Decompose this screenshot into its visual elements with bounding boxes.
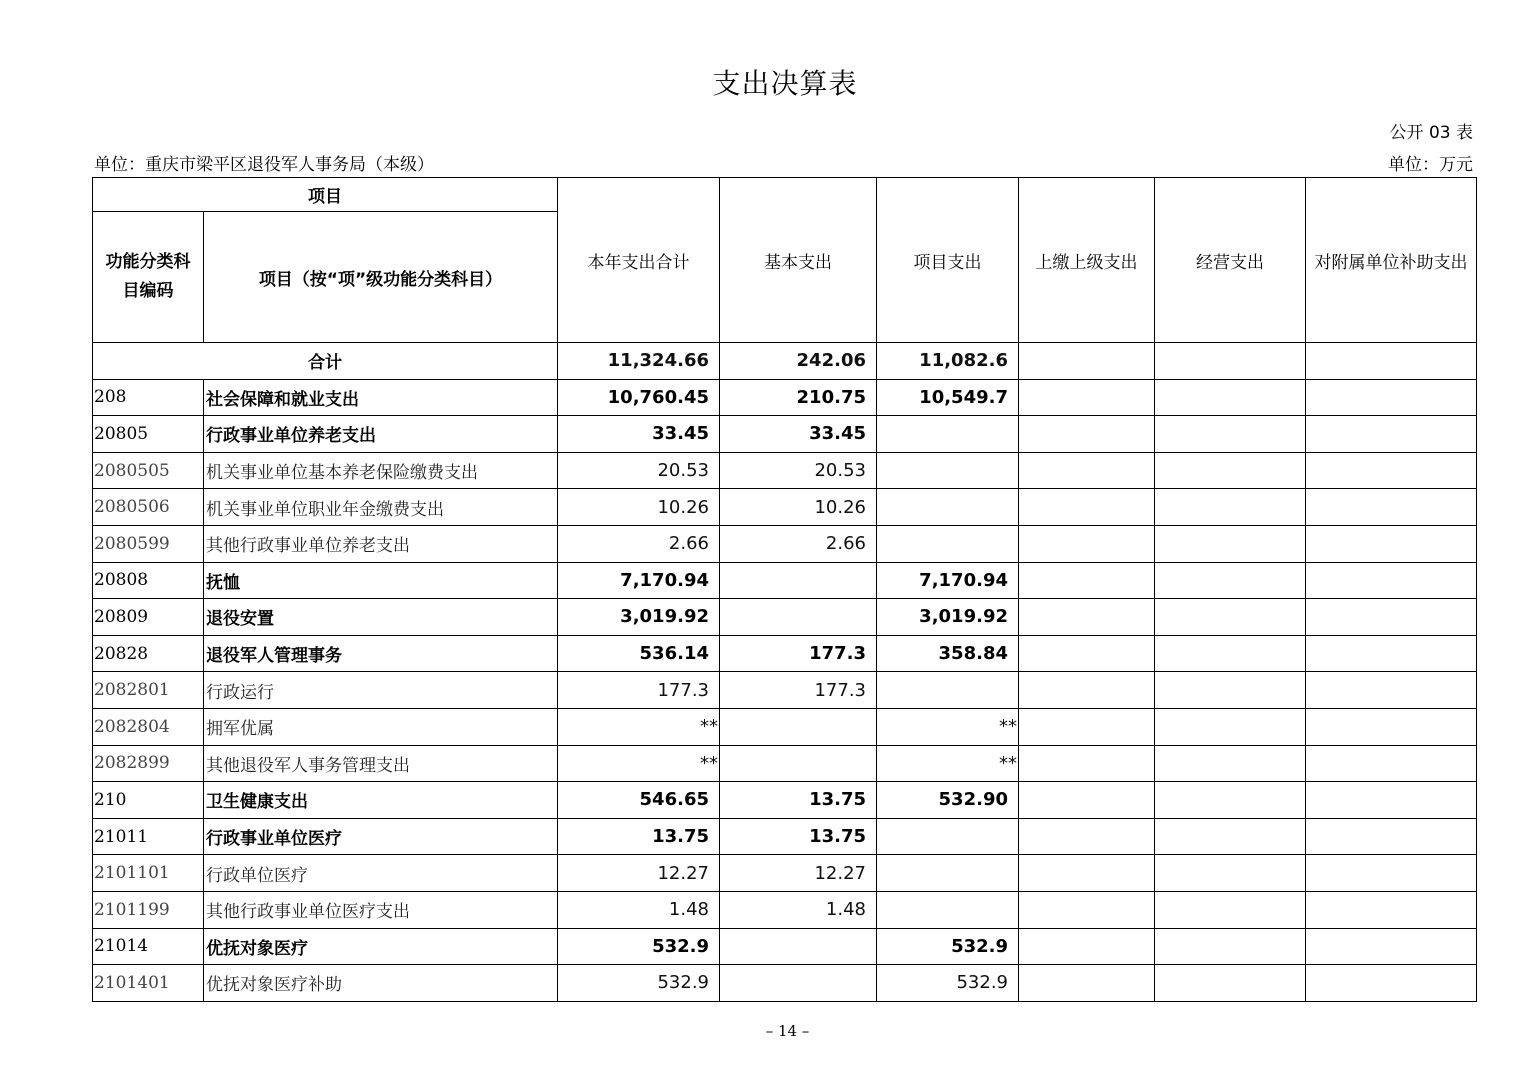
row-basic: [720, 928, 877, 965]
row-basic: 177.3: [720, 672, 877, 709]
row-total: 532.9: [558, 965, 720, 1002]
row-total: 33.45: [558, 416, 720, 453]
row-total: 536.14: [558, 635, 720, 672]
row-project: [877, 416, 1019, 453]
total-row-operating: [1155, 343, 1306, 380]
row-operating: [1155, 599, 1306, 636]
row-operating: [1155, 782, 1306, 819]
row-operating: [1155, 416, 1306, 453]
header-subsidy: 对附属单位补助支出: [1306, 178, 1477, 343]
table-row: [93, 745, 1477, 782]
header-project-group: 项目: [93, 178, 558, 212]
row-project: [877, 489, 1019, 526]
row-total: 546.65: [558, 782, 720, 819]
header-upper: 上缴上级支出: [1019, 178, 1155, 343]
row-project: [877, 818, 1019, 855]
header-total: 本年支出合计: [558, 178, 720, 343]
row-operating: [1155, 965, 1306, 1002]
row-subsidy: [1306, 782, 1477, 819]
row-basic: [720, 745, 877, 782]
row-code: 2101199: [93, 891, 204, 928]
form-number: 公开 03 表: [1389, 123, 1473, 143]
row-name: 退役安置: [204, 599, 558, 636]
row-project: [877, 525, 1019, 562]
row-subsidy: [1306, 562, 1477, 599]
row-subsidy: [1306, 452, 1477, 489]
row-operating: [1155, 672, 1306, 709]
row-basic: [720, 599, 877, 636]
row-name: 社会保障和就业支出: [204, 379, 558, 416]
row-name: 其他退役军人事务管理支出: [204, 745, 558, 782]
row-name: 行政事业单位养老支出: [204, 416, 558, 453]
row-total: 177.3: [558, 672, 720, 709]
row-name: 行政事业单位医疗: [204, 818, 558, 855]
header-basic: 基本支出: [720, 178, 877, 343]
expenditure-table: [92, 177, 1477, 1002]
row-subsidy: [1306, 525, 1477, 562]
row-name: 行政运行: [204, 672, 558, 709]
table-row: [93, 891, 1477, 928]
row-project: **: [877, 745, 1019, 782]
table-row: [93, 416, 1477, 453]
row-code: 2101101: [93, 855, 204, 892]
row-project: [877, 855, 1019, 892]
row-subsidy: [1306, 599, 1477, 636]
table-row: [93, 672, 1477, 709]
row-subsidy: [1306, 855, 1477, 892]
total-row-label: 合计: [93, 343, 558, 380]
row-upper: [1019, 416, 1155, 453]
row-upper: [1019, 562, 1155, 599]
row-name: 其他行政事业单位养老支出: [204, 525, 558, 562]
row-upper: [1019, 489, 1155, 526]
row-operating: [1155, 891, 1306, 928]
row-upper: [1019, 855, 1155, 892]
table-row: [93, 708, 1477, 745]
row-total: 10.26: [558, 489, 720, 526]
row-name: 机关事业单位职业年金缴费支出: [204, 489, 558, 526]
row-subsidy: [1306, 745, 1477, 782]
row-name: 拥军优属: [204, 708, 558, 745]
row-basic: 177.3: [720, 635, 877, 672]
row-operating: [1155, 745, 1306, 782]
row-project: 3,019.92: [877, 599, 1019, 636]
row-name: 机关事业单位基本养老保险缴费支出: [204, 452, 558, 489]
row-code: 21011: [93, 818, 204, 855]
row-code: 2080505: [93, 452, 204, 489]
page-number: – 14 –: [765, 1022, 810, 1040]
table-row: [93, 855, 1477, 892]
row-operating: [1155, 855, 1306, 892]
row-project: 532.9: [877, 928, 1019, 965]
table-row: [93, 525, 1477, 562]
row-subsidy: [1306, 672, 1477, 709]
row-basic: 20.53: [720, 452, 877, 489]
row-operating: [1155, 525, 1306, 562]
row-project: 358.84: [877, 635, 1019, 672]
row-upper: [1019, 379, 1155, 416]
header-operating: 经营支出: [1155, 178, 1306, 343]
table-row: [93, 562, 1477, 599]
row-code: 2101401: [93, 965, 204, 1002]
row-code: 2080599: [93, 525, 204, 562]
row-subsidy: [1306, 379, 1477, 416]
row-operating: [1155, 928, 1306, 965]
row-operating: [1155, 635, 1306, 672]
row-name: 抚恤: [204, 562, 558, 599]
row-basic: 10.26: [720, 489, 877, 526]
total-row-upper: [1019, 343, 1155, 380]
row-code: 2080506: [93, 489, 204, 526]
row-subsidy: [1306, 891, 1477, 928]
row-subsidy: [1306, 818, 1477, 855]
row-basic: 12.27: [720, 855, 877, 892]
row-code: 20828: [93, 635, 204, 672]
row-basic: 1.48: [720, 891, 877, 928]
row-basic: 210.75: [720, 379, 877, 416]
row-subsidy: [1306, 965, 1477, 1002]
row-project: [877, 672, 1019, 709]
row-code: 21014: [93, 928, 204, 965]
row-name: 其他行政事业单位医疗支出: [204, 891, 558, 928]
row-subsidy: [1306, 708, 1477, 745]
row-subsidy: [1306, 635, 1477, 672]
table-row: [93, 489, 1477, 526]
row-total: **: [558, 708, 720, 745]
row-total: 532.9: [558, 928, 720, 965]
row-total: **: [558, 745, 720, 782]
table-row: [93, 928, 1477, 965]
row-operating: [1155, 818, 1306, 855]
unit-organization: 单位：重庆市梁平区退役军人事务局（本级）: [94, 155, 434, 175]
row-subsidy: [1306, 928, 1477, 965]
total-row-project: 11,082.6: [877, 343, 1019, 380]
row-code: 20809: [93, 599, 204, 636]
row-operating: [1155, 708, 1306, 745]
row-upper: [1019, 928, 1155, 965]
total-row-subsidy: [1306, 343, 1477, 380]
row-basic: 13.75: [720, 818, 877, 855]
row-name: 优抚对象医疗补助: [204, 965, 558, 1002]
row-total: 12.27: [558, 855, 720, 892]
row-total: 1.48: [558, 891, 720, 928]
row-code: 2082801: [93, 672, 204, 709]
table-row: [93, 452, 1477, 489]
row-name: 行政单位医疗: [204, 855, 558, 892]
row-basic: [720, 708, 877, 745]
header-name: 项目（按“项”级功能分类科目）: [204, 212, 558, 343]
row-project: 7,170.94: [877, 562, 1019, 599]
row-operating: [1155, 379, 1306, 416]
row-total: 2.66: [558, 525, 720, 562]
row-operating: [1155, 452, 1306, 489]
row-upper: [1019, 635, 1155, 672]
table-row: [93, 818, 1477, 855]
row-code: 20808: [93, 562, 204, 599]
row-project: [877, 891, 1019, 928]
row-name: 卫生健康支出: [204, 782, 558, 819]
row-basic: 2.66: [720, 525, 877, 562]
row-total: 3,019.92: [558, 599, 720, 636]
table-row: [93, 635, 1477, 672]
header-code: 功能分类科目编码: [93, 212, 204, 343]
row-upper: [1019, 672, 1155, 709]
total-row-total: 11,324.66: [558, 343, 720, 380]
row-project: 532.90: [877, 782, 1019, 819]
row-basic: [720, 562, 877, 599]
row-upper: [1019, 599, 1155, 636]
table-row: [93, 782, 1477, 819]
row-basic: [720, 965, 877, 1002]
row-upper: [1019, 891, 1155, 928]
row-upper: [1019, 525, 1155, 562]
row-basic: 33.45: [720, 416, 877, 453]
row-upper: [1019, 965, 1155, 1002]
row-subsidy: [1306, 416, 1477, 453]
row-project: 10,549.7: [877, 379, 1019, 416]
table-row: [93, 965, 1477, 1002]
row-total: 10,760.45: [558, 379, 720, 416]
row-project: 532.9: [877, 965, 1019, 1002]
row-operating: [1155, 562, 1306, 599]
row-upper: [1019, 818, 1155, 855]
row-code: 208: [93, 379, 204, 416]
row-name: 优抚对象医疗: [204, 928, 558, 965]
page-title: 支出决算表: [712, 67, 858, 100]
row-subsidy: [1306, 489, 1477, 526]
row-total: 20.53: [558, 452, 720, 489]
row-upper: [1019, 708, 1155, 745]
row-upper: [1019, 745, 1155, 782]
unit-currency: 单位：万元: [1388, 155, 1473, 175]
row-upper: [1019, 452, 1155, 489]
header-project: 项目支出: [877, 178, 1019, 343]
row-code: 20805: [93, 416, 204, 453]
row-total: 7,170.94: [558, 562, 720, 599]
table-row: [93, 379, 1477, 416]
row-upper: [1019, 782, 1155, 819]
table-row: [93, 599, 1477, 636]
total-row-basic: 242.06: [720, 343, 877, 380]
row-operating: [1155, 489, 1306, 526]
row-name: 退役军人管理事务: [204, 635, 558, 672]
row-project: [877, 452, 1019, 489]
row-total: 13.75: [558, 818, 720, 855]
row-code: 2082899: [93, 745, 204, 782]
row-code: 210: [93, 782, 204, 819]
row-project: **: [877, 708, 1019, 745]
row-code: 2082804: [93, 708, 204, 745]
row-basic: 13.75: [720, 782, 877, 819]
